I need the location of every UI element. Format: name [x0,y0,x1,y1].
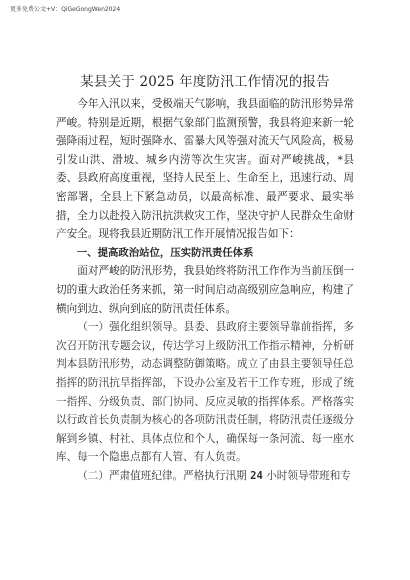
item-2-suffix: 小时领导带班和专 [262,469,351,482]
intro-paragraph: 今年入汛以来，受极端天气影响，我县面临的防汛形势异常严峻。特别是近期，根据气象部门监测预警，我县将迎来新一轮强降雨过程，短时强降水、雷暴大风等强对流天气风险高，极易引发山洪、滑坡、城乡内涝等次生灾害。面对严峻挑战，*县委、县政府高度重视，坚持人民至上、生命至上，迅速行动、周密部署，全县上下紧急动员，以最高标准、最严要求、最实举措，全力以赴投入防汛抗洪救灾工作，坚决守护人民群众生命财产安全。现将我县近期防汛工作开展情况报告如下： [56,98,354,241]
document-title: 某县关于 2025 年度防汛工作情况的报告 [80,74,330,90]
section-1-intro: 面对严峻的防汛形势，我县始终将防汛工作作为当前压倒一切的重大政治任务来抓，第一时间启动高级别应急响应，构建了横向到边、纵向到底的防汛责任体系。 [56,265,354,315]
item-2-number: 24 [250,469,263,482]
section-1-item-2 [56,467,354,486]
section-1-item-1: （一）强化组织领导。县委、县政府主要领导靠前指挥，多次召开防汛专题会议，传达学习上级防汛工作指示精神，分析研判本县防汛形势，动态调整防御策略。成立了由县主要领导任总指挥的防汛抗旱指挥部，下设办公室及若干工作专班，形成了统一指挥、分级负责、部门协同、反应灵敏的指挥体系。严格落实以行政首长负责制为核心的各项防汛责任制，将防汛责任逐级分解到乡镇、村社、具体点位和个人，确保每一条河流、每一座水库、每一个隐患点都有人管、有人负责。 [56,321,354,464]
document-page [56,70,354,485]
item-2-prefix: （二）严肃值班纪律。严格执行汛期 [77,469,251,482]
section-1-heading: 一、提高政治站位，压实防汛责任体系 [76,246,254,259]
header-watermark: 更多免费公文+V：QiGeGongWen2024 [10,6,121,13]
